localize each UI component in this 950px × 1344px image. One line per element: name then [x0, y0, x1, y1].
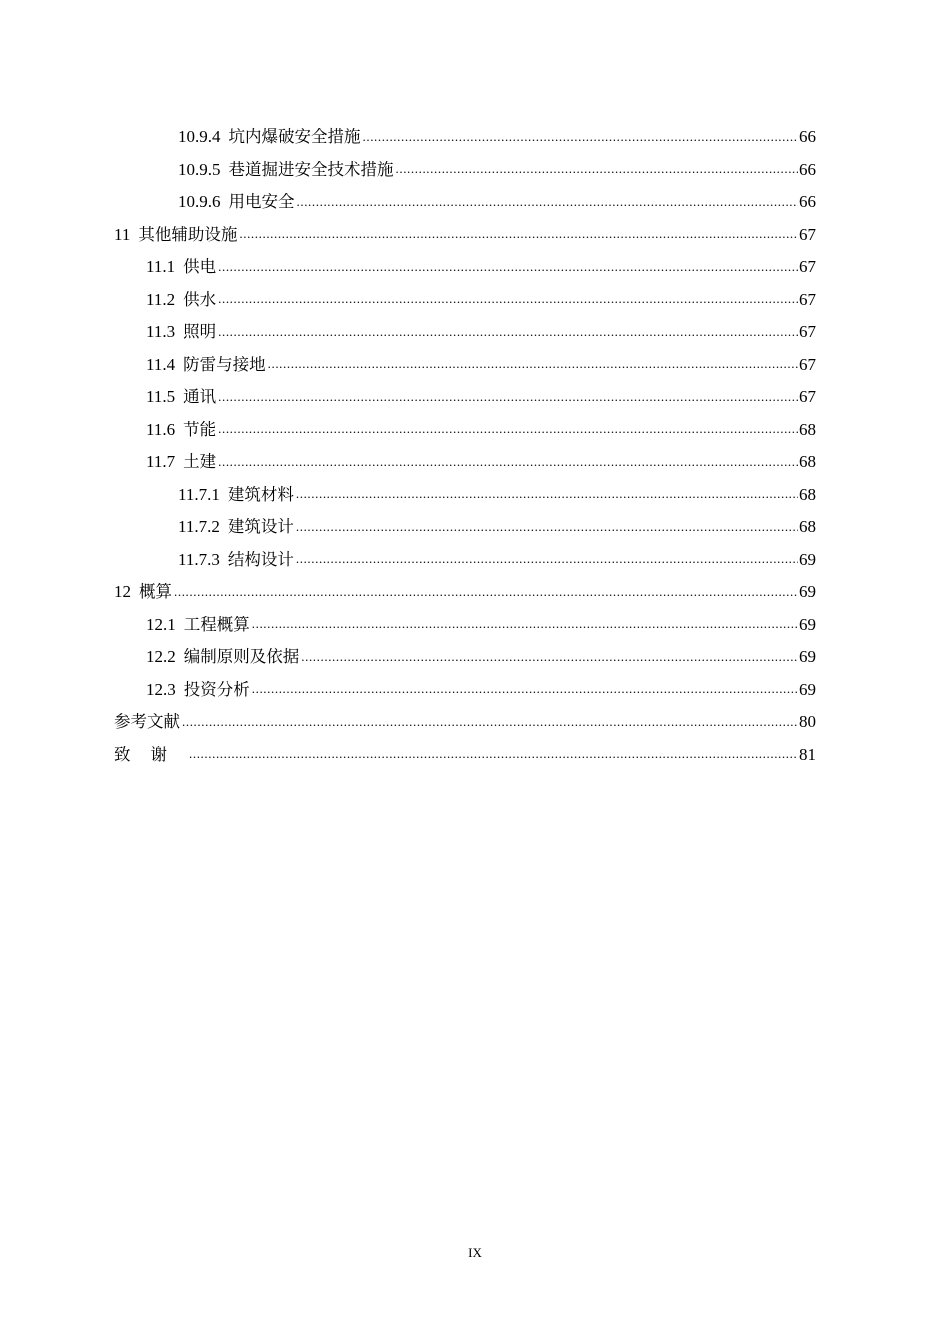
toc-entry-title: 编制原则及依据 [183, 647, 300, 666]
toc-dot-leader [189, 737, 798, 770]
toc-entry-number: 11 [114, 224, 131, 244]
toc-entry-number: 12.1 [146, 614, 176, 634]
toc-dot-leader [218, 282, 798, 315]
toc-dot-leader [218, 445, 798, 478]
toc-entry-page: 66 [799, 159, 816, 179]
toc-dot-leader [252, 607, 798, 640]
toc-entry-page: 67 [799, 224, 816, 244]
toc-entry-title: 概算 [139, 582, 172, 601]
toc-dot-leader [218, 380, 798, 413]
toc-entry[interactable] [146, 641, 816, 673]
toc-entry[interactable] [146, 446, 816, 478]
toc-dot-leader [296, 510, 798, 543]
toc-entry-page: 81 [799, 744, 816, 764]
toc-entry-title: 土建 [183, 452, 217, 471]
toc-entry[interactable] [178, 154, 816, 186]
toc-dot-leader [182, 705, 798, 738]
toc-entry[interactable] [146, 609, 816, 641]
toc-entry[interactable] [114, 219, 816, 251]
toc-entry-number: 12.2 [146, 647, 176, 666]
toc-entry-page: 67 [799, 387, 816, 406]
toc-entry-page: 69 [799, 549, 816, 569]
toc-entry-page: 68 [799, 419, 816, 439]
toc-entry[interactable] [114, 706, 816, 738]
toc-entry-page: 68 [799, 452, 816, 471]
toc-entry-title: 建筑材料 [227, 484, 294, 504]
toc-entry-number: 11.5 [146, 387, 176, 406]
toc-entry-title: 防雷与接地 [183, 354, 266, 374]
toc-entry-title: 巷道掘进安全技术措施 [228, 159, 394, 179]
toc-entry-title: 节能 [183, 419, 217, 439]
toc-dot-leader [396, 152, 799, 185]
toc-entry-number: 10.9.5 [178, 159, 221, 179]
page-number: IX [468, 1245, 482, 1260]
toc-entry-page: 69 [799, 582, 816, 601]
toc-dot-leader [297, 185, 799, 218]
toc-entry-page: 80 [799, 712, 816, 731]
toc-entry-number: 12 [114, 582, 131, 601]
toc-dot-leader [218, 412, 798, 445]
toc-entry[interactable] [114, 739, 816, 771]
toc-entry-number: 11.7.2 [178, 517, 220, 536]
toc-entry[interactable] [178, 511, 816, 543]
toc-entry-number: 11.2 [146, 289, 176, 309]
toc-entry-page: 69 [799, 614, 816, 634]
toc-dot-leader [218, 315, 798, 348]
toc-entry-number: 10.9.6 [178, 192, 221, 211]
toc-entry-title: 建筑设计 [227, 517, 294, 536]
toc-dot-leader [296, 477, 798, 510]
toc-entry-title: 供水 [183, 289, 217, 309]
toc-entry-number: 11.1 [146, 257, 176, 276]
toc-dot-leader [296, 542, 798, 575]
toc-entry-title: 供电 [183, 257, 217, 276]
toc-entry[interactable] [146, 284, 816, 316]
toc-entry-title: 致谢 [114, 744, 187, 764]
toc-dot-leader [174, 575, 798, 608]
toc-entry-number: 11.7 [146, 452, 176, 471]
toc-entry[interactable] [146, 414, 816, 446]
toc-entry-title: 参考文献 [114, 712, 180, 731]
toc-dot-leader [301, 640, 798, 673]
toc-entry-title: 投资分析 [183, 679, 250, 699]
toc-entry-number: 10.9.4 [178, 127, 221, 146]
toc-entry[interactable] [146, 251, 816, 283]
toc-entry[interactable] [146, 349, 816, 381]
toc-entry[interactable] [178, 186, 816, 218]
toc-entry-page: 69 [799, 647, 816, 666]
toc-entry-number: 11.4 [146, 354, 176, 374]
toc-entry-number: 11.7.1 [178, 484, 220, 504]
toc-entry-title: 结构设计 [227, 549, 294, 569]
toc-entry[interactable] [178, 479, 816, 511]
toc-dot-leader [268, 347, 798, 380]
toc-entry[interactable] [114, 576, 816, 608]
toc-entry-number: 11.3 [146, 322, 176, 341]
toc-entry-title: 工程概算 [183, 614, 250, 634]
toc-entry-page: 68 [799, 517, 816, 536]
toc-entry[interactable] [146, 316, 816, 348]
toc-entry-title: 坑内爆破安全措施 [228, 127, 361, 146]
toc-entry[interactable] [146, 381, 816, 413]
toc-entry-number: 11.7.3 [178, 549, 220, 569]
toc-entry-title: 通讯 [183, 387, 217, 406]
toc-entry-page: 68 [799, 484, 816, 504]
toc-entry-number: 11.6 [146, 419, 176, 439]
toc-dot-leader [239, 217, 798, 250]
toc-dot-leader [218, 250, 798, 283]
toc-dot-leader [252, 672, 798, 705]
toc-entry-number: 12.3 [146, 679, 176, 699]
toc-entry-page: 67 [799, 257, 816, 276]
toc-entry[interactable] [178, 121, 816, 153]
toc-entry-page: 67 [799, 289, 816, 309]
toc-dot-leader [363, 120, 799, 153]
toc-entry-page: 66 [799, 127, 816, 146]
toc-entry-title: 其他辅助设施 [138, 224, 238, 244]
toc-entry-page: 67 [799, 354, 816, 374]
toc-entry-page: 67 [799, 322, 816, 341]
toc-entry-page: 66 [799, 192, 816, 211]
toc-entry[interactable] [146, 674, 816, 706]
toc-entry-page: 69 [799, 679, 816, 699]
toc-entry-title: 照明 [183, 322, 217, 341]
toc-entry-title: 用电安全 [228, 192, 295, 211]
toc-entry[interactable] [178, 544, 816, 576]
